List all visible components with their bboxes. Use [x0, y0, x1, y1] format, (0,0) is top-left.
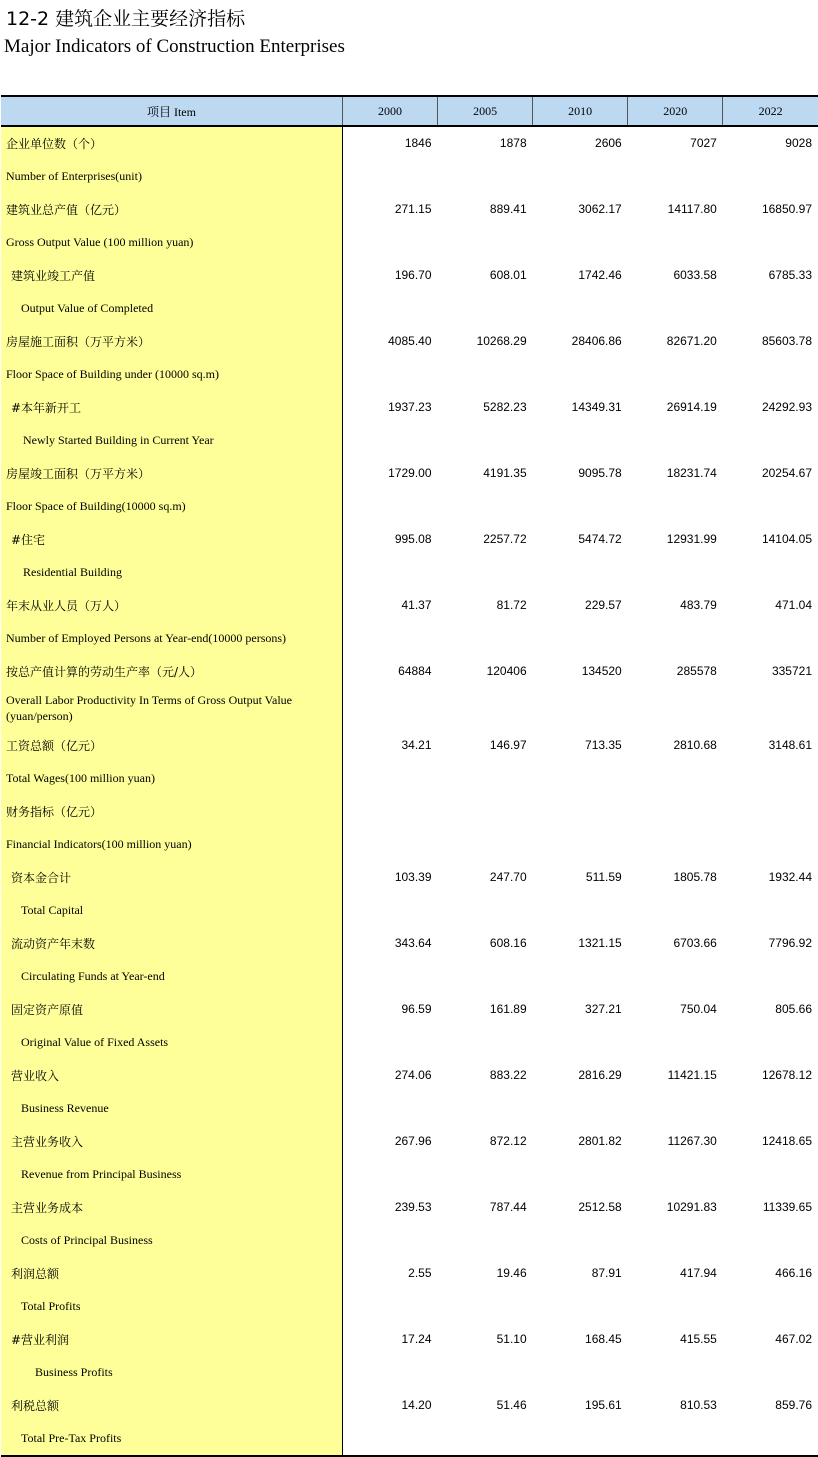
table-row	[1, 589, 818, 621]
value-cell-2005: 2257.72	[483, 532, 527, 546]
value-cell-2010: 5474.72	[578, 532, 622, 546]
table-row	[1, 993, 818, 1025]
value-cell-2005: 10268.29	[476, 334, 527, 348]
item-label-chinese: 主营业务成本	[1, 1191, 342, 1223]
blank-cell	[342, 893, 818, 927]
table-row	[1, 893, 818, 927]
blank-cell	[342, 1223, 818, 1257]
value-cell-2000: 274.06	[394, 1068, 432, 1082]
value-cell-2020: 11421.15	[667, 1068, 717, 1082]
table-row	[1, 457, 818, 489]
table-row	[1, 1157, 818, 1191]
value-cell-2005: 5282.23	[483, 400, 527, 414]
blank-cell	[342, 489, 818, 523]
value-cell-2010: 28406.86	[571, 334, 622, 348]
table-row	[1, 291, 818, 325]
value-cell-2000: 96.59	[401, 1002, 432, 1016]
item-label-chinese: 年末从业人员（万人）	[1, 589, 342, 621]
value-cell-2020: 415.55	[680, 1332, 717, 1346]
value-cell-2000: 239.53	[394, 1200, 432, 1214]
table-row	[1, 1191, 818, 1223]
value-cell-2010: 713.35	[585, 738, 622, 752]
blank-cell	[342, 291, 818, 325]
blank-cell	[342, 225, 818, 259]
table-row	[1, 1389, 818, 1421]
value-cell-2022: 9028	[785, 136, 812, 150]
item-label-english: Residential Building	[1, 555, 342, 589]
value-cell-2010	[533, 795, 628, 827]
value-cell-2005	[438, 795, 533, 827]
blank-cell	[342, 621, 818, 655]
value-cell-2022: 335721	[771, 664, 812, 678]
table-row	[1, 1355, 818, 1389]
blank-cell	[342, 1289, 818, 1323]
value-cell-2022	[723, 795, 818, 827]
value-cell-2000: 343.64	[394, 936, 432, 950]
item-label-english: Circulating Funds at Year-end	[1, 959, 342, 993]
value-cell-2022: 11339.65	[762, 1200, 812, 1214]
table-row	[1, 325, 818, 357]
item-label-chinese: 流动资产年末数	[1, 927, 342, 959]
item-label-english: Floor Space of Building(10000 sq.m)	[1, 489, 342, 523]
header-year: 2010	[533, 96, 628, 126]
value-cell-2000: 267.96	[394, 1134, 432, 1148]
value-cell-2000: 4085.40	[388, 334, 432, 348]
item-label-chinese: #住宅	[1, 523, 342, 555]
value-cell-2020: 12931.99	[666, 532, 717, 546]
item-label-chinese: 主营业务收入	[1, 1125, 342, 1157]
table-row	[1, 687, 818, 729]
blank-cell	[342, 1157, 818, 1191]
table-header-row	[1, 96, 818, 126]
item-label-chinese: 固定资产原值	[1, 993, 342, 1025]
value-cell-2005: 872.12	[489, 1134, 527, 1148]
value-cell-2010: 1321.15	[578, 936, 622, 950]
table-row	[1, 729, 818, 761]
value-cell-2005: 883.22	[489, 1068, 527, 1082]
value-cell-2010: 14349.31	[571, 400, 622, 414]
table-row	[1, 1257, 818, 1289]
table-row	[1, 523, 818, 555]
table-row	[1, 1223, 818, 1257]
blank-cell	[342, 827, 818, 861]
value-cell-2000: 34.21	[401, 738, 432, 752]
value-cell-2022: 24292.93	[761, 400, 812, 414]
item-label-english: Floor Space of Building under (10000 sq.m)	[1, 357, 342, 391]
value-cell-2010: 2801.82	[578, 1134, 622, 1148]
value-cell-2020: 82671.20	[666, 334, 717, 348]
table-row	[1, 655, 818, 687]
table-row	[1, 1125, 818, 1157]
value-cell-2005: 51.10	[496, 1332, 527, 1346]
item-label-chinese: #营业利润	[1, 1323, 342, 1355]
value-cell-2022: 1932.44	[768, 870, 812, 884]
table-row	[1, 927, 818, 959]
table-row	[1, 225, 818, 259]
item-label-chinese: 财务指标（亿元）	[1, 795, 342, 827]
table-row	[1, 1025, 818, 1059]
item-label-english: Revenue from Principal Business	[1, 1157, 342, 1191]
item-label-chinese: 资本金合计	[1, 861, 342, 893]
item-label-english: Business Revenue	[1, 1091, 342, 1125]
value-cell-2010: 1742.46	[578, 268, 622, 282]
value-cell-2010: 2816.29	[578, 1068, 622, 1082]
item-label-chinese: #本年新开工	[1, 391, 342, 423]
table-row	[1, 489, 818, 523]
value-cell-2020: 10291.83	[666, 1200, 717, 1214]
blank-cell	[342, 761, 818, 795]
value-cell-2020: 417.94	[680, 1266, 717, 1280]
value-cell-2020: 2810.68	[673, 738, 717, 752]
value-cell-2005: 787.44	[489, 1200, 527, 1214]
value-cell-2022: 467.02	[775, 1332, 812, 1346]
value-cell-2020: 18231.74	[666, 466, 717, 480]
item-label-english: Total Capital	[1, 893, 342, 927]
item-label-chinese: 利税总额	[1, 1389, 342, 1421]
value-cell-2020: 6033.58	[673, 268, 717, 282]
value-cell-2005: 120406	[486, 664, 527, 678]
page-title-chinese: 12-2 建筑企业主要经济指标	[6, 8, 246, 30]
value-cell-2022: 14104.05	[761, 532, 812, 546]
value-cell-2022: 7796.92	[768, 936, 812, 950]
item-label-english: Overall Labor Productivity In Terms of Gross Output Value (yuan/person)	[1, 687, 342, 729]
table-row	[1, 1091, 818, 1125]
value-cell-2010: 3062.17	[578, 202, 622, 216]
item-label-english: Original Value of Fixed Assets	[1, 1025, 342, 1059]
table-row	[1, 193, 818, 225]
header-item: 项目 Item	[1, 96, 342, 126]
value-cell-2020: 285578	[676, 664, 717, 678]
value-cell-2005: 608.01	[489, 268, 527, 282]
table-row	[1, 795, 818, 827]
value-cell-2000: 64884	[398, 664, 432, 678]
item-label-english: Output Value of Completed	[1, 291, 342, 325]
item-label-chinese: 房屋施工面积（万平方米）	[1, 325, 342, 357]
value-cell-2000: 1846	[404, 136, 432, 150]
indicators-table	[1, 95, 818, 1457]
value-cell-2005: 4191.35	[483, 466, 527, 480]
value-cell-2010: 9095.78	[578, 466, 622, 480]
item-label-english: Gross Output Value (100 million yuan)	[1, 225, 342, 259]
value-cell-2000: 17.24	[401, 1332, 432, 1346]
value-cell-2010: 2512.58	[578, 1200, 622, 1214]
value-cell-2020: 6703.66	[673, 936, 717, 950]
value-cell-2022: 3148.61	[768, 738, 812, 752]
value-cell-2005: 19.46	[496, 1266, 527, 1280]
item-label-chinese: 工资总额（亿元）	[1, 729, 342, 761]
item-label-english: Number of Employed Persons at Year-end(10000 persons)	[1, 621, 342, 655]
page-title-english: Major Indicators of Construction Enterprises	[4, 36, 345, 57]
item-label-chinese: 建筑业总产值（亿元）	[1, 193, 342, 225]
item-label-chinese: 利润总额	[1, 1257, 342, 1289]
item-label-english: Financial Indicators(100 million yuan)	[1, 827, 342, 861]
table-row	[1, 621, 818, 655]
value-cell-2010: 87.91	[591, 1266, 622, 1280]
value-cell-2020: 7027	[690, 136, 717, 150]
value-cell-2000: 1937.23	[388, 400, 432, 414]
blank-cell	[342, 1421, 818, 1456]
table-row	[1, 861, 818, 893]
value-cell-2010: 327.21	[585, 1002, 622, 1016]
value-cell-2000: 41.37	[401, 598, 432, 612]
value-cell-2000: 196.70	[394, 268, 432, 282]
value-cell-2005: 81.72	[496, 598, 527, 612]
value-cell-2005: 161.89	[489, 1002, 527, 1016]
blank-cell	[342, 1025, 818, 1059]
value-cell-2000	[342, 795, 437, 827]
value-cell-2020: 750.04	[680, 1002, 717, 1016]
value-cell-2000: 995.08	[394, 532, 432, 546]
table-row	[1, 126, 818, 159]
table-row	[1, 391, 818, 423]
header-year: 2020	[628, 96, 723, 126]
table-row	[1, 1421, 818, 1456]
value-cell-2010: 168.45	[585, 1332, 622, 1346]
value-cell-2005: 608.16	[489, 936, 527, 950]
item-label-english: Total Wages(100 million yuan)	[1, 761, 342, 795]
value-cell-2005: 51.46	[496, 1398, 527, 1412]
value-cell-2022: 16850.97	[761, 202, 812, 216]
value-cell-2000: 2.55	[408, 1266, 432, 1280]
header-year: 2000	[342, 96, 437, 126]
value-cell-2005: 247.70	[489, 870, 527, 884]
item-label-english: Business Profits	[1, 1355, 342, 1389]
blank-cell	[342, 1091, 818, 1125]
blank-cell	[342, 423, 818, 457]
blank-cell	[342, 357, 818, 391]
header-year: 2005	[438, 96, 533, 126]
value-cell-2020	[628, 795, 723, 827]
item-label-chinese: 房屋竣工面积（万平方米）	[1, 457, 342, 489]
table-body	[1, 126, 818, 1456]
blank-cell	[342, 687, 818, 729]
table-row	[1, 761, 818, 795]
value-cell-2022: 471.04	[775, 598, 812, 612]
table-row	[1, 827, 818, 861]
blank-cell	[342, 1355, 818, 1389]
value-cell-2010: 511.59	[585, 870, 622, 884]
item-label-chinese: 按总产值计算的劳动生产率（元/人）	[1, 655, 342, 687]
table-row	[1, 1059, 818, 1091]
item-label-chinese: 企业单位数（个）	[1, 126, 342, 159]
table-row	[1, 159, 818, 193]
blank-cell	[342, 555, 818, 589]
table-row	[1, 1289, 818, 1323]
value-cell-2000: 103.39	[394, 870, 432, 884]
table-row	[1, 423, 818, 457]
value-cell-2022: 859.76	[775, 1398, 812, 1412]
value-cell-2020: 483.79	[680, 598, 717, 612]
value-cell-2010: 195.61	[585, 1398, 622, 1412]
value-cell-2005: 889.41	[489, 202, 527, 216]
item-label-english: Total Profits	[1, 1289, 342, 1323]
value-cell-2005: 146.97	[489, 738, 527, 752]
table-row	[1, 959, 818, 993]
value-cell-2010: 2606	[595, 136, 622, 150]
blank-cell	[342, 959, 818, 993]
value-cell-2022: 466.16	[775, 1266, 812, 1280]
value-cell-2000: 14.20	[401, 1398, 432, 1412]
table-row	[1, 1323, 818, 1355]
value-cell-2000: 1729.00	[388, 466, 432, 480]
value-cell-2022: 805.66	[775, 1002, 812, 1016]
item-label-english: Number of Enterprises(unit)	[1, 159, 342, 193]
value-cell-2010: 134520	[581, 664, 622, 678]
item-label-english: Newly Started Building in Current Year	[1, 423, 342, 457]
table-row	[1, 357, 818, 391]
value-cell-2020: 14117.80	[667, 202, 717, 216]
value-cell-2010: 229.57	[585, 598, 622, 612]
value-cell-2000: 271.15	[394, 202, 432, 216]
blank-cell	[342, 159, 818, 193]
value-cell-2020: 11267.30	[667, 1134, 717, 1148]
value-cell-2020: 810.53	[680, 1398, 717, 1412]
value-cell-2022: 85603.78	[761, 334, 812, 348]
value-cell-2005: 1878	[499, 136, 527, 150]
item-label-chinese: 建筑业竣工产值	[1, 259, 342, 291]
item-label-english: Total Pre-Tax Profits	[1, 1421, 342, 1456]
value-cell-2020: 1805.78	[673, 870, 717, 884]
value-cell-2022: 12418.65	[761, 1134, 812, 1148]
value-cell-2022: 12678.12	[761, 1068, 812, 1082]
item-label-english: Costs of Principal Business	[1, 1223, 342, 1257]
item-label-chinese: 营业收入	[1, 1059, 342, 1091]
table-row	[1, 555, 818, 589]
value-cell-2022: 6785.33	[768, 268, 812, 282]
header-year: 2022	[723, 96, 818, 126]
value-cell-2020: 26914.19	[666, 400, 717, 414]
table-row	[1, 259, 818, 291]
value-cell-2022: 20254.67	[761, 466, 812, 480]
